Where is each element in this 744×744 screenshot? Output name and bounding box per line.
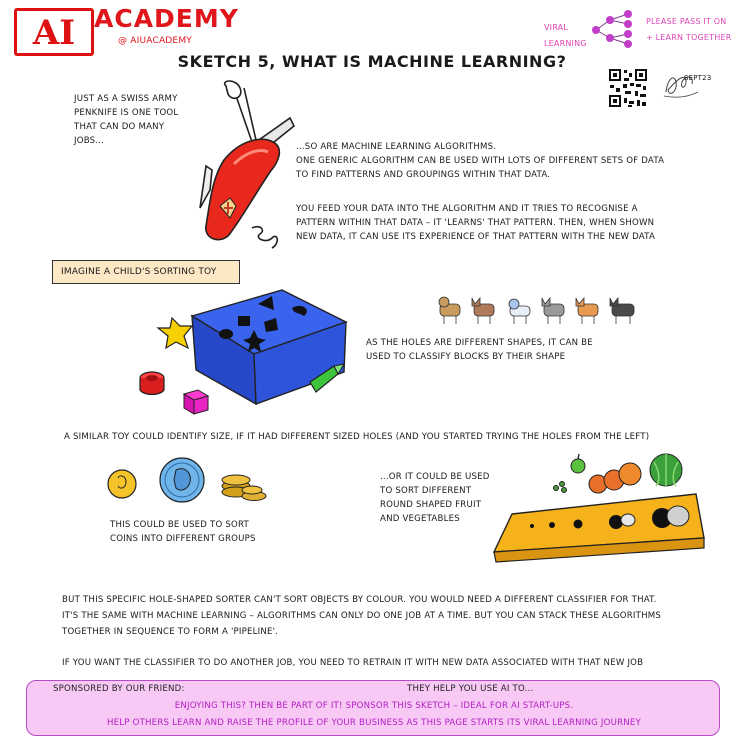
size-sorter-illustration <box>490 492 708 564</box>
text-line: TO SORT DIFFERENT <box>380 486 472 496</box>
cat-icon <box>576 298 598 324</box>
enjoying-text[interactable]: ENJOYING THIS? THEN BE PART OF IT! SPONSOR THIS SKETCH – IDEAL FOR AI START-UPS. <box>174 701 574 711</box>
text-line: NEW DATA, IT CAN USE ITS EXPERIENCE OF THAT PATTERN WITH THE NEW DATA <box>296 232 656 242</box>
swiss-army-knife-illustration <box>190 78 302 256</box>
learning-line: LEARNING <box>544 39 587 48</box>
text-line: AND VEGETABLES <box>380 514 460 524</box>
text-line: PATTERN WITHIN THAT DATA – IT 'LEARNS' THAT PATTERN. THEN, WHEN SHOWN <box>296 218 655 228</box>
social-handle[interactable]: @ AIUACADEMY <box>118 36 192 46</box>
sponsored-by-label: SPONSORED BY OUR FRIEND: <box>53 684 185 694</box>
sketch-date: SEPT23 <box>684 74 712 82</box>
dog-icon <box>439 297 460 324</box>
cats-and-dogs-illustration <box>438 292 648 328</box>
coins-illustration <box>104 456 268 512</box>
they-help-label: THEY HELP YOU USE AI TO... <box>407 684 534 694</box>
text-line: JOBS... <box>74 136 105 146</box>
text-line: IT'S THE SAME WITH MACHINE LEARNING – ALGORITHMS CAN ONLY DO ONE JOB AT A TIME. BUT YOU CAN STACK THESE ALGORITHMS <box>62 611 662 621</box>
pass-line: PLEASE PASS IT ON <box>646 17 727 26</box>
text-line: TOGETHER IN SEQUENCE TO FORM A 'PIPELINE'. <box>62 627 279 637</box>
cat-icon <box>472 298 494 324</box>
qr-code-icon[interactable] <box>608 68 648 108</box>
text-line: BUT THIS SPECIFIC HOLE-SHAPED SORTER CAN'T SORT OBJECTS BY COLOUR. YOU WOULD NEED A DIFFERENT CLASSIFIER FOR THAT. <box>62 595 657 605</box>
help-others-text: HELP OTHERS LEARN AND RAISE THE PROFILE OF YOUR BUSINESS AS THIS PAGE STARTS ITS VIRAL LEARNING JOURNEY <box>107 718 641 728</box>
shape-holes-text <box>366 336 696 364</box>
academy-logo <box>14 8 94 56</box>
cat-icon <box>610 298 634 324</box>
brand-name: ACADEMY <box>94 4 239 33</box>
text-line: ...SO ARE MACHINE LEARNING ALGORITHMS. <box>296 142 497 152</box>
retrain-text: IF YOU WANT THE CLASSIFIER TO DO ANOTHER JOB, YOU NEED TO RETRAIN IT WITH NEW DATA ASSOCIATED WITH THAT NEW JOB <box>62 658 644 668</box>
text-line: JUST AS A SWISS ARMY <box>74 94 178 104</box>
learn-together-line: + LEARN TOGETHER <box>646 33 732 42</box>
text-line: ONE GENERIC ALGORITHM CAN BE USED WITH LOTS OF DIFFERENT SETS OF DATA <box>296 156 665 166</box>
viral-learning-label <box>544 20 587 52</box>
text-line: THAT CAN DO MANY <box>74 122 165 132</box>
text-line: ROUND SHAPED FRUIT <box>380 500 482 510</box>
text-line: ...OR IT COULD BE USED <box>380 472 490 482</box>
cat-icon <box>542 298 564 324</box>
pass-it-on-label <box>646 14 731 46</box>
page-title: SKETCH 5, WHAT IS MACHINE LEARNING? <box>177 52 567 71</box>
algorithms-text <box>296 140 736 182</box>
feed-data-text <box>296 202 736 244</box>
text-line: AS THE HOLES ARE DIFFERENT SHAPES, IT CAN BE <box>366 338 593 348</box>
shape-sorter-toy-illustration <box>132 282 354 424</box>
viral-line: VIRAL <box>544 23 568 32</box>
conclusion-text <box>62 592 742 640</box>
imagine-callout: IMAGINE A CHILD'S SORTING TOY <box>52 260 240 284</box>
text-line: THIS COULD BE USED TO SORT <box>110 520 249 530</box>
text-line: PENKNIFE IS ONE TOOL <box>74 108 179 118</box>
logo-letters: AI <box>32 13 76 53</box>
text-line: YOU FEED YOUR DATA INTO THE ALGORITHM AND IT TRIES TO RECOGNISE A <box>296 204 638 214</box>
logo-mark-icon <box>17 11 91 53</box>
sponsor-banner[interactable] <box>26 680 720 736</box>
coins-text <box>110 518 280 546</box>
text-line: USED TO CLASSIFY BLOCKS BY THEIR SHAPE <box>366 352 566 362</box>
size-sorting-text: A SIMILAR TOY COULD IDENTIFY SIZE, IF IT HAD DIFFERENT SIZED HOLES (AND YOU STARTED TRYING THE HOLES FROM THE LEFT) <box>64 432 650 442</box>
text-line: COINS INTO DIFFERENT GROUPS <box>110 534 256 544</box>
dog-icon <box>509 299 530 324</box>
text-line: TO FIND PATTERNS AND GROUPINGS WITHIN THAT DATA. <box>296 170 551 180</box>
network-icon <box>588 8 646 52</box>
